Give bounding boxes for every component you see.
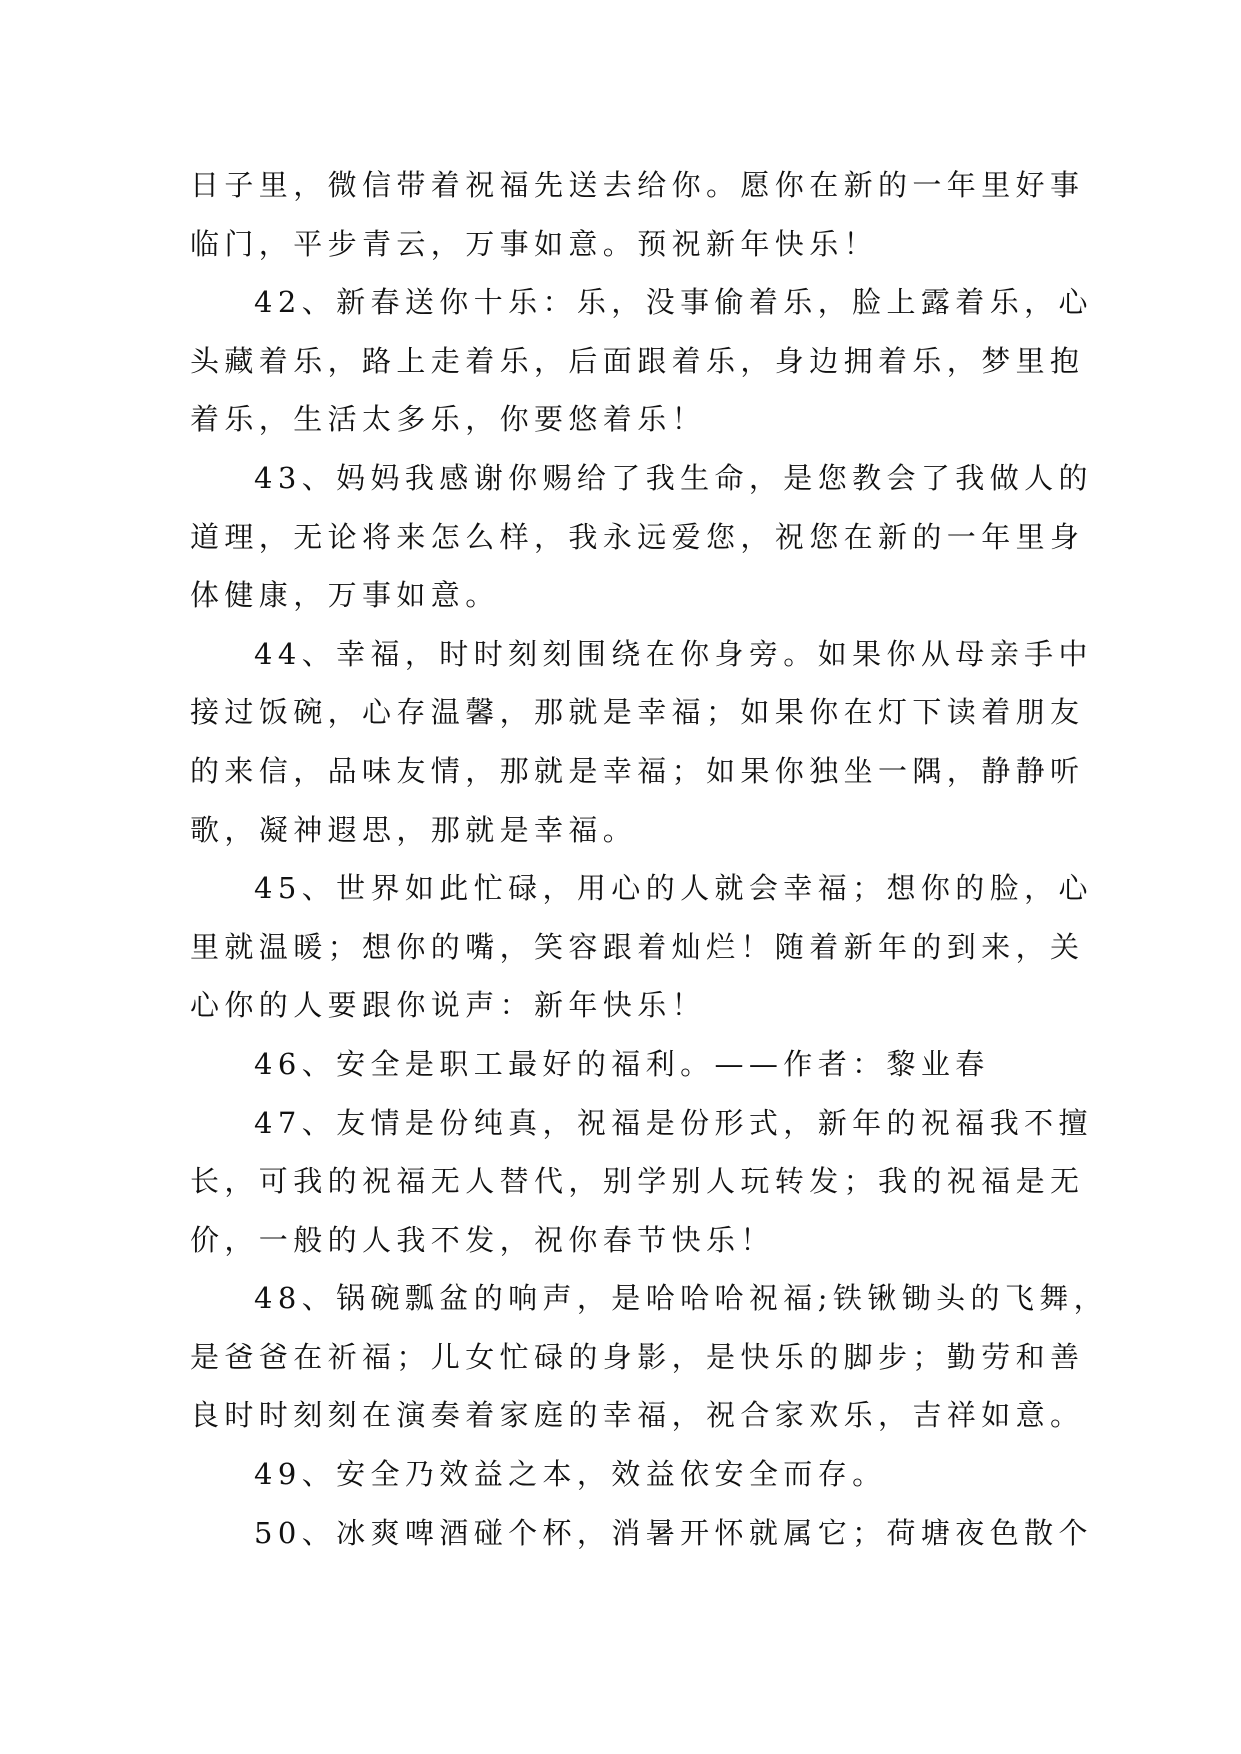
document-body bbox=[190, 156, 1109, 1562]
text-line: 良时时刻刻在演奏着家庭的幸福，祝合家欢乐，吉祥如意。 bbox=[190, 1398, 1085, 1433]
text-line: 价，一般的人我不发，祝你春节快乐！ bbox=[190, 1222, 775, 1257]
text-line: 日子里，微信带着祝福先送去给你。愿你在新的一年里好事 bbox=[190, 168, 1085, 202]
text-line: 接过饭碗，心存温馨，那就是幸福；如果你在灯下读着朋友 bbox=[190, 695, 1085, 730]
text-line: 的来信，品味友情，那就是幸福；如果你独坐一隅，静静听 bbox=[190, 753, 1085, 788]
text-line: 48、锅碗瓢盆的响声，是哈哈哈祝福;铁锹锄头的飞舞， bbox=[254, 1281, 1109, 1316]
text-line: 是爸爸在祈福；儿女忙碌的身影，是快乐的脚步；勤劳和善 bbox=[190, 1339, 1085, 1374]
text-line: 歌，凝神遐思，那就是幸福。 bbox=[190, 812, 638, 847]
text-line: 47、友情是份纯真，祝福是份形式，新年的祝福我不擅 bbox=[254, 1105, 1093, 1140]
text-line: 道理，无论将来怎么样，我永远爱您，祝您在新的一年里身 bbox=[190, 519, 1085, 554]
text-line: 头藏着乐，路上走着乐，后面跟着乐，身边拥着乐，梦里抱 bbox=[190, 343, 1085, 378]
text-line: 50、冰爽啤酒碰个杯，消暑开怀就属它；荷塘夜色散个 bbox=[254, 1515, 1093, 1550]
text-line: 临门，平步青云，万事如意。预祝新年快乐！ bbox=[190, 226, 879, 261]
text-line: 49、安全乃效益之本，效益依安全而存。 bbox=[254, 1457, 887, 1492]
text-line: 42、新春送你十乐：乐，没事偷着乐，脸上露着乐，心 bbox=[254, 285, 1093, 320]
text-line: 着乐，生活太多乐，你要悠着乐！ bbox=[190, 402, 707, 437]
text-line: 里就温暖；想你的嘴，笑容跟着灿烂！随着新年的到来，关 bbox=[190, 929, 1085, 964]
text-line: 43、妈妈我感谢你赐给了我生命，是您教会了我做人的 bbox=[254, 460, 1093, 495]
text-line: 体健康，万事如意。 bbox=[190, 578, 500, 613]
text-line: 45、世界如此忙碌，用心的人就会幸福；想你的脸，心 bbox=[254, 871, 1093, 906]
text-line: 44、幸福，时时刻刻围绕在你身旁。如果你从母亲手中 bbox=[254, 636, 1093, 671]
text-line: 46、安全是职工最好的福利。——作者：黎业春 bbox=[254, 1046, 990, 1081]
text-line: 心你的人要跟你说声：新年快乐！ bbox=[190, 988, 707, 1023]
text-line: 长，可我的祝福无人替代，别学别人玩转发；我的祝福是无 bbox=[190, 1164, 1085, 1199]
